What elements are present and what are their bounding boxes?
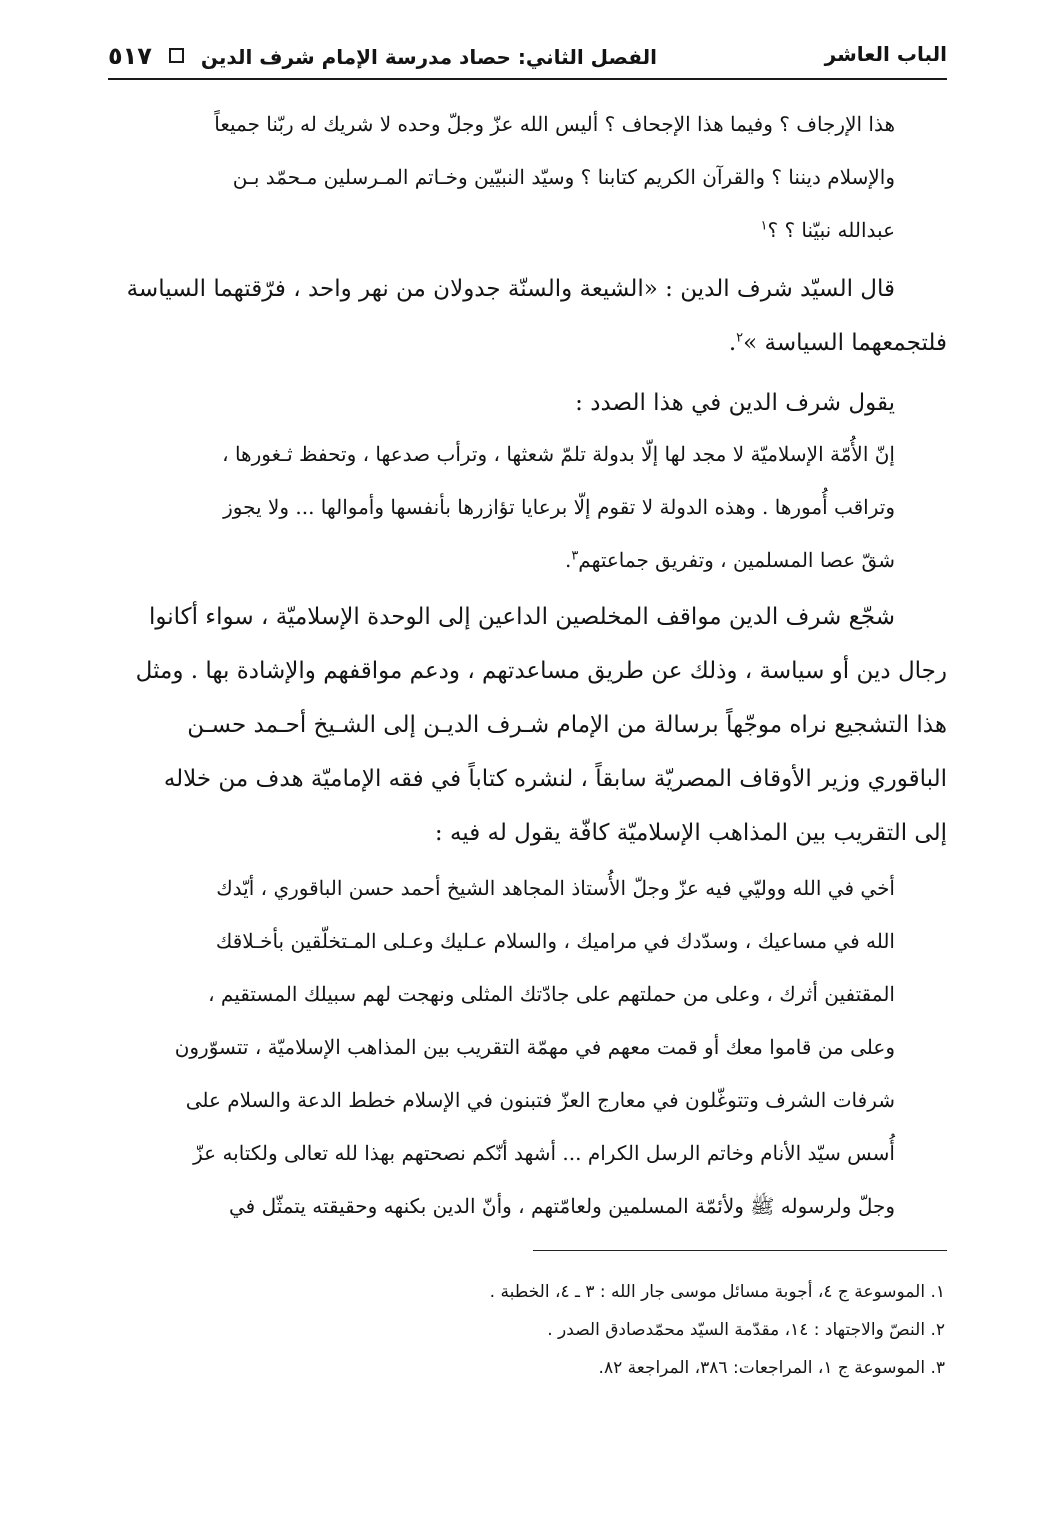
paragraph-line: يقول شرف الدين في هذا الصدد : — [575, 390, 895, 416]
paragraph-line: رجال دين أو سياسة ، وذلك عن طريق مساعدتهم ، ودعم مواقفهم والإشادة بها . ومثل — [135, 658, 947, 684]
footnote-separator — [533, 1250, 947, 1251]
page-number: ٥١٧ — [108, 42, 152, 70]
square-ornament-icon — [169, 48, 184, 63]
quote-line — [108, 204, 947, 257]
footnote-2: ٢. النصّ والاجتهاد : ١٤، مقدّمة السيّد محمّدصادق الصدر . — [547, 1320, 945, 1340]
quote-line-text: شقّ عصا المسلمين ، وتفريق جماعتهم — [578, 548, 895, 572]
footnote-3: ٣. الموسوعة ج ١، المراجعات: ٣٨٦، المراجعة ٨٢. — [598, 1358, 945, 1378]
header-section-group — [108, 42, 657, 70]
paragraph-line: هذا التشجيع نراه موجّهاً برسالة من الإمام شـرف الديـن إلى الشـيخ أحـمد حسـن — [187, 712, 947, 738]
paragraph-4 — [108, 590, 947, 860]
footnotes — [108, 1273, 947, 1387]
paragraph-line — [108, 316, 947, 370]
quote-line: شرفات الشرف وتتوغّلون في معارج العزّ فتبنون في الإسلام خطط الدعة والسلام على — [185, 1088, 895, 1112]
header-chapter-title: الباب العاشر — [824, 42, 947, 66]
paragraph-line-text: فلتجمعهما السياسة » — [743, 330, 947, 356]
quote-line: هذا الإرجاف ؟ وفيما هذا الإجحاف ؟ أليس الله عزّ وجلّ وحده لا شريك له ربّنا جميعاً — [214, 112, 895, 136]
quote-line-end: . — [564, 548, 572, 572]
paragraph-line: إلى التقريب بين المذاهب الإسلاميّة كافّة يقول له فيه : — [434, 820, 947, 846]
quote-line — [108, 534, 947, 587]
quote-line: وجلّ ولرسوله ﷺ ولأئمّة المسلمين ولعامّتهم ، وأنّ الدين بكنهه وحقيقته يتمثّل في — [228, 1194, 895, 1218]
paragraph-3 — [108, 376, 947, 430]
quote-line: المقتفين أثرك ، وعلى من حملتهم على جادّتك المثلى ونهجت لهم سبيلك المستقيم ، — [208, 982, 895, 1006]
quote-line: أخي في الله ووليّي فيه عزّ وجلّ الأُستاذ المجاهد الشيخ أحمد حسن الباقوري ، أيّدك — [216, 876, 895, 900]
paragraph-line: شجّع شرف الدين مواقف المخلصين الداعين إلى الوحدة الإسلاميّة ، سواء أكانوا — [148, 604, 895, 630]
paragraph-line: الباقوري وزير الأوقاف المصريّة سابقاً ، لنشره كتاباً في فقه الإماميّة هدف من خلاله — [163, 766, 947, 792]
quote-line-text: عبدالله نبيّنا ؟ ؟ — [767, 218, 895, 242]
quote-block-3 — [108, 862, 947, 1233]
quote-line: والإسلام ديننا ؟ والقرآن الكريم كتابنا ؟ وسيّد النبيّين وخـاتم المـرسلين مـحمّد بـن — [232, 165, 895, 189]
footnote-marker-2: ٢ — [736, 330, 744, 346]
footnote-1: ١. الموسوعة ج ٤، أجوبة مسائل موسى جار الله : ٣ ـ ٤، الخطبة . — [489, 1282, 945, 1302]
footnote-marker-3: ٣ — [571, 548, 579, 564]
quote-line: وتراقب أُمورها . وهذه الدولة لا تقوم إلّا برعايا تؤازرها بأنفسها وأموالها ... ولا يجوز — [223, 495, 895, 519]
footnote-marker-1: ١ — [760, 218, 768, 234]
paragraph-2 — [108, 262, 947, 370]
header-section-title: الفصل الثاني: حصاد مدرسة الإمام شرف الدين — [200, 45, 657, 69]
quote-block-1 — [108, 98, 947, 257]
quote-block-2 — [108, 428, 947, 587]
quote-line: وعلى من قاموا معك أو قمت معهم في مهمّة التقريب بين المذاهب الإسلاميّة ، تتسوّرون — [174, 1035, 895, 1059]
running-header — [108, 38, 947, 80]
paragraph-line: قال السيّد شرف الدين : «الشيعة والسنّة جدولان من نهر واحد ، فرّقتهما السياسة — [126, 276, 895, 302]
quote-line: إنّ الأُمّة الإسلاميّة لا مجد لها إلّا بدولة تلمّ شعثها ، وترأب صدعها ، وتحفظ ثـغورها ، — [222, 442, 895, 466]
paragraph-line-end: . — [728, 330, 737, 356]
quote-line: أُسس سيّد الأنام وخاتم الرسل الكرام ... أشهد أنّكم نصحتهم بهذا لله تعالى ولكتابه عزّ — [193, 1141, 895, 1165]
quote-line: الله في مساعيك ، وسدّدك في مراميك ، والسلام عـليك وعـلى المـتخلّقين بأخـلاقك — [215, 929, 895, 953]
